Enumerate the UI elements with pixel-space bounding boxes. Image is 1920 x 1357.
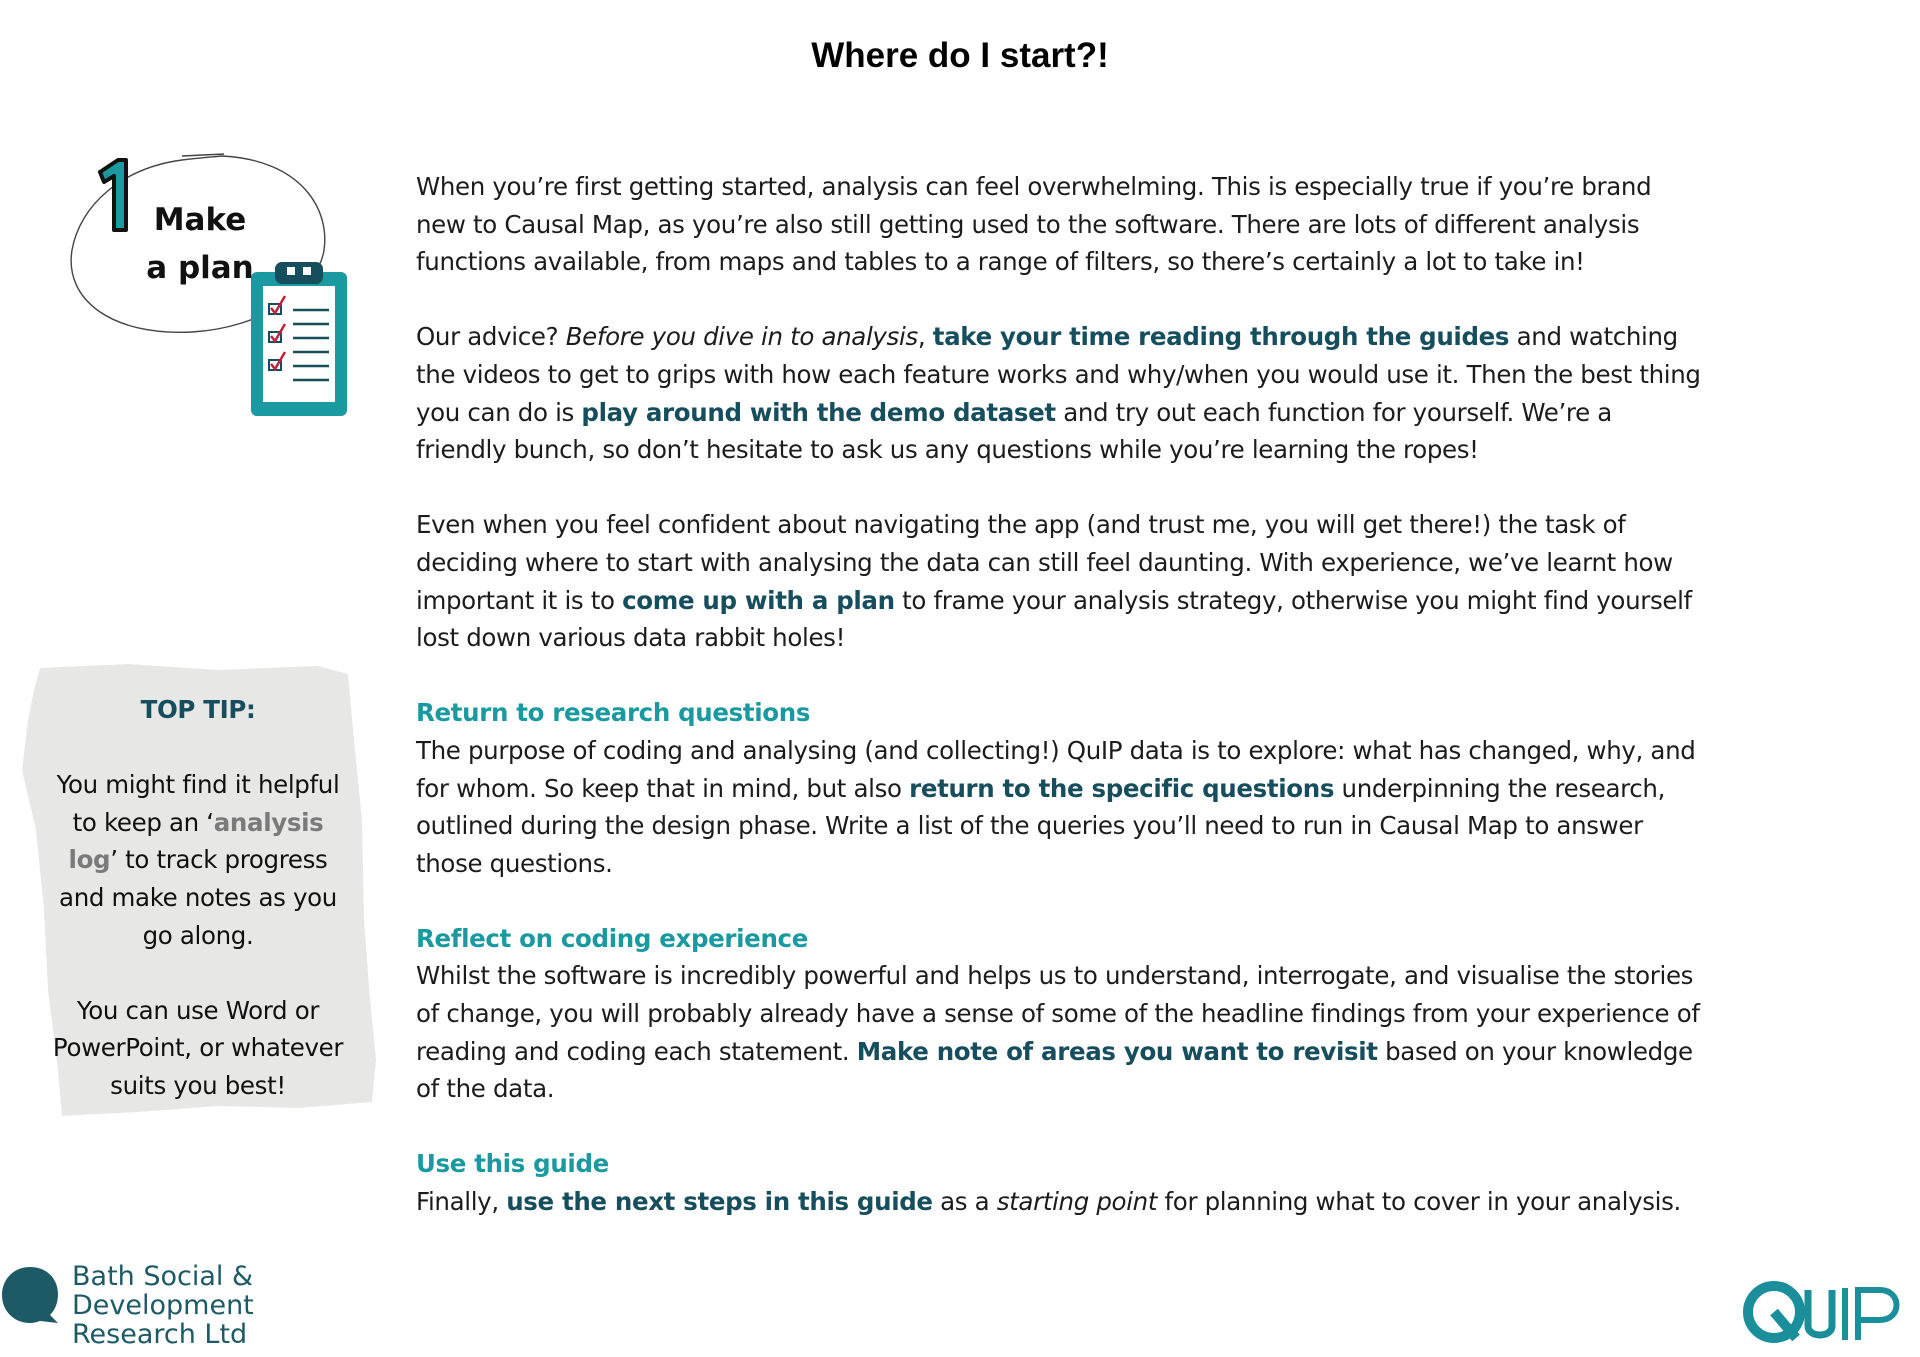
main-content xyxy=(416,168,1706,1258)
org-name xyxy=(72,1262,254,1349)
plan-text: to frame your analysis strategy, otherwise you might find yourself lost down various data rabbit holes! xyxy=(416,585,1692,653)
top-tip xyxy=(48,691,348,1142)
section-highlight: Make note of areas you want to revisit xyxy=(856,1036,1378,1066)
section-text: for planning what to cover in your analysis. xyxy=(1157,1187,1681,1217)
intro-paragraph: When you’re first getting started, analysis can feel overwhelming. This is especially true if you’re brand new to Causal Map, as you’re also still getting used to the software. There are lots of different analysis functions available, from maps and tables to a range of filters, so there’s certainly a lot to take in! xyxy=(416,172,1652,277)
section-highlight: use the next steps in this guide xyxy=(506,1187,933,1217)
section-use-guide xyxy=(416,1145,1706,1220)
advice-paragraph xyxy=(416,318,1706,468)
tip-text: You might find it helpful to keep an ‘ xyxy=(56,770,340,837)
section-text: based on your knowledge of the data. xyxy=(416,1036,1693,1104)
advice-text: and watching the videos to get to grips with how each feature works and why/when you would use it. Then the best thing you can do is xyxy=(416,322,1701,427)
section-body xyxy=(416,1183,1706,1221)
section-text: Finally, xyxy=(416,1187,507,1217)
number-one-icon xyxy=(92,156,140,236)
badge-label: Make a plan xyxy=(146,202,254,286)
section-body xyxy=(416,957,1706,1107)
plan-highlight: come up with a plan xyxy=(622,585,895,615)
speech-bubble-logo-icon xyxy=(0,1265,62,1327)
section-highlight: return to the specific questions xyxy=(909,773,1335,803)
section-heading: Reflect on coding experience xyxy=(416,923,808,953)
plan-paragraph xyxy=(416,506,1706,656)
bsdr-logo xyxy=(0,1262,300,1357)
tip-title: TOP TIP: xyxy=(140,695,256,724)
section-text: underpinning the research, outlined during the design phase. Write a list of the queries you’ll need to run in Causal Map to answer those questions. xyxy=(416,773,1666,878)
advice-text: Our advice? xyxy=(416,322,566,352)
tip-highlight: analysis log xyxy=(68,807,324,875)
clipboard-checklist-icon xyxy=(247,260,351,420)
section-heading: Return to research questions xyxy=(416,698,811,728)
tip-paragraph xyxy=(48,766,348,954)
tip-paragraph: You can use Word or PowerPoint, or whatever suits you best! xyxy=(52,995,344,1100)
plan-text: Even when you feel confident about navigating the app (and trust me, you will get there!) the task of deciding where to start with analysing the data can still feel daunting. With experience, we’ve learnt how important it is to xyxy=(416,510,1673,615)
brand-text: QuIP xyxy=(1740,1278,1743,1279)
section-text: Whilst the software is incredibly powerful and helps us to understand, interrogate, and visualise the stories of change, you will probably already have a sense of some of the headline findings from your experience of reading and coding each statement. xyxy=(416,961,1700,1066)
section-heading: Use this guide xyxy=(416,1149,609,1179)
advice-highlight: take your time reading through the guides xyxy=(932,322,1510,352)
quip-logo xyxy=(1740,1278,1920,1348)
section-body xyxy=(416,732,1706,882)
advice-italic: Before you dive in to analysis xyxy=(565,322,918,352)
advice-text: and try out each function for yourself. We’re a friendly bunch, so don’t hesitate to ask us any questions while you’re learning the ropes! xyxy=(416,397,1612,465)
section-research-questions xyxy=(416,694,1706,882)
tip-text: ’ to track progress and make notes as you go along. xyxy=(59,845,337,950)
section-italic: starting point xyxy=(996,1187,1158,1217)
org-name-line: Research Ltd xyxy=(72,1319,248,1350)
section-text: as a xyxy=(932,1187,997,1217)
org-name-line: Development xyxy=(72,1290,254,1321)
page-title: Where do I start?! xyxy=(811,36,1109,75)
advice-highlight: play around with the demo dataset xyxy=(581,397,1056,427)
section-coding-experience xyxy=(416,920,1706,1108)
advice-text: , xyxy=(917,322,933,352)
org-name-line: Bath Social & xyxy=(72,1261,254,1292)
section-text: The purpose of coding and analysing (and collecting!) QuIP data is to explore: what has changed, why, and for whom. So keep that in mind, but also xyxy=(416,735,1696,803)
